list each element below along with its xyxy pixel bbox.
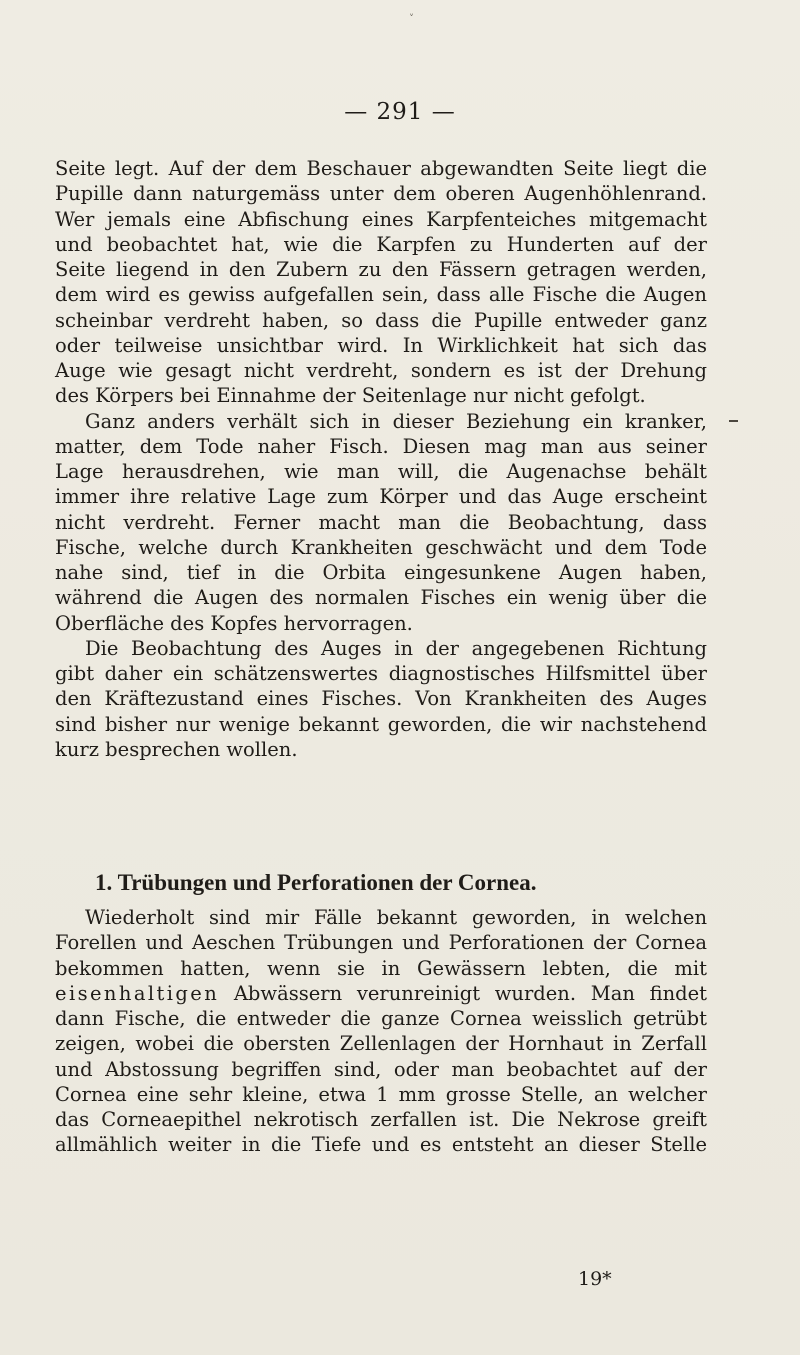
text-line: kurz besprechen wollen.	[55, 737, 298, 761]
text-line: des Körpers bei Einnahme der Seitenlage nur nicht gefolgt.	[55, 384, 646, 408]
text-line: Pupille dann naturgemäss unter dem oberen Augenhöhlenrand.	[55, 182, 707, 206]
text-line: nicht verdreht. Ferner macht man die Beobachtung, dass	[55, 510, 707, 534]
text-line: Lage herausdrehen, wie man will, die Augenachse behält	[55, 460, 707, 483]
text-line: den Kräftezustand eines Fisches. Von Krankheiten des Auges	[55, 687, 707, 711]
margin-mark: ˅	[409, 14, 414, 25]
text-line: dann Fische, die entweder die ganze Cornea weisslich getrübt	[55, 1007, 707, 1030]
text-line: Wer jemals eine Abfischung eines Karpfenteiches mitgemacht	[55, 207, 707, 231]
text-line: und Abstossung begriffen sind, oder man beobachtet auf der	[55, 1057, 707, 1081]
text-line	[55, 981, 707, 1006]
text-line: scheinbar verdreht haben, so dass die Pupille entweder ganz	[55, 308, 707, 332]
section-heading: 1. Trübungen und Perforationen der Cornea.	[95, 870, 537, 895]
text-line: Oberfläche des Kopfes hervorragen.	[55, 611, 413, 635]
text-line: sind bisher nur wenige bekannt geworden, die wir nachstehend	[55, 712, 707, 736]
text-line: matter, dem Tode naher Fisch. Diesen mag man aus seiner	[55, 434, 707, 458]
text-line: dem wird es gewiss aufgefallen sein, dass alle Fische die Augen	[55, 283, 707, 307]
text-line: Seite liegend in den Zubern zu den Fässern getragen werden,	[55, 258, 707, 281]
text-line: bekommen hatten, wenn sie in Gewässern lebten, die mit	[55, 956, 707, 980]
text-line: Seite legt. Auf der dem Beschauer abgewandten Seite liegt die	[55, 157, 707, 180]
body-text-upper	[55, 156, 707, 762]
text-fragment: Abwässern verunreinigt wurden. Man findet	[219, 981, 707, 1005]
text-line: allmählich weiter in die Tiefe und es entsteht an dieser Stelle	[55, 1133, 707, 1157]
text-line: das Corneaepithel nekrotisch zerfallen ist. Die Nekrose greift	[55, 1108, 707, 1131]
text-line: Auge wie gesagt nicht verdreht, sondern es ist der Drehung	[55, 359, 707, 382]
body-text-lower	[55, 905, 707, 1158]
text-line: Forellen und Aeschen Trübungen und Perforationen der Cornea	[55, 931, 707, 955]
signature-mark: 19*	[578, 1268, 612, 1290]
text-line: Die Beobachtung des Auges in der angegebenen Richtung	[85, 636, 707, 660]
text-line: während die Augen des normalen Fisches ein wenig über die	[55, 586, 707, 610]
text-line: Cornea eine sehr kleine, etwa 1 mm grosse Stelle, an welcher	[55, 1082, 707, 1106]
text-line: Wiederholt sind mir Fälle bekannt geworden, in welchen	[85, 906, 707, 929]
text-line: nahe sind, tief in die Orbita eingesunkene Augen haben,	[55, 561, 707, 584]
text-line: und beobachtet hat, wie die Karpfen zu Hunderten auf der	[55, 232, 707, 256]
margin-dash	[729, 420, 738, 422]
text-line: Fische, welche durch Krankheiten geschwächt und dem Tode	[55, 535, 707, 559]
text-line: immer ihre relative Lage zum Körper und das Auge erscheint	[55, 485, 707, 509]
text-line: oder teilweise unsichtbar wird. In Wirklichkeit hat sich das	[55, 333, 707, 357]
page-number: — 291 —	[344, 99, 456, 125]
text-line: zeigen, wobei die obersten Zellenlagen der Hornhaut in Zerfall	[55, 1032, 707, 1056]
emphasized-word: eisenhaltigen	[55, 981, 220, 1005]
text-line: Ganz anders verhält sich in dieser Beziehung ein kranker,	[85, 409, 707, 433]
text-line: gibt daher ein schätzenswertes diagnostisches Hilfsmittel über	[55, 662, 707, 685]
